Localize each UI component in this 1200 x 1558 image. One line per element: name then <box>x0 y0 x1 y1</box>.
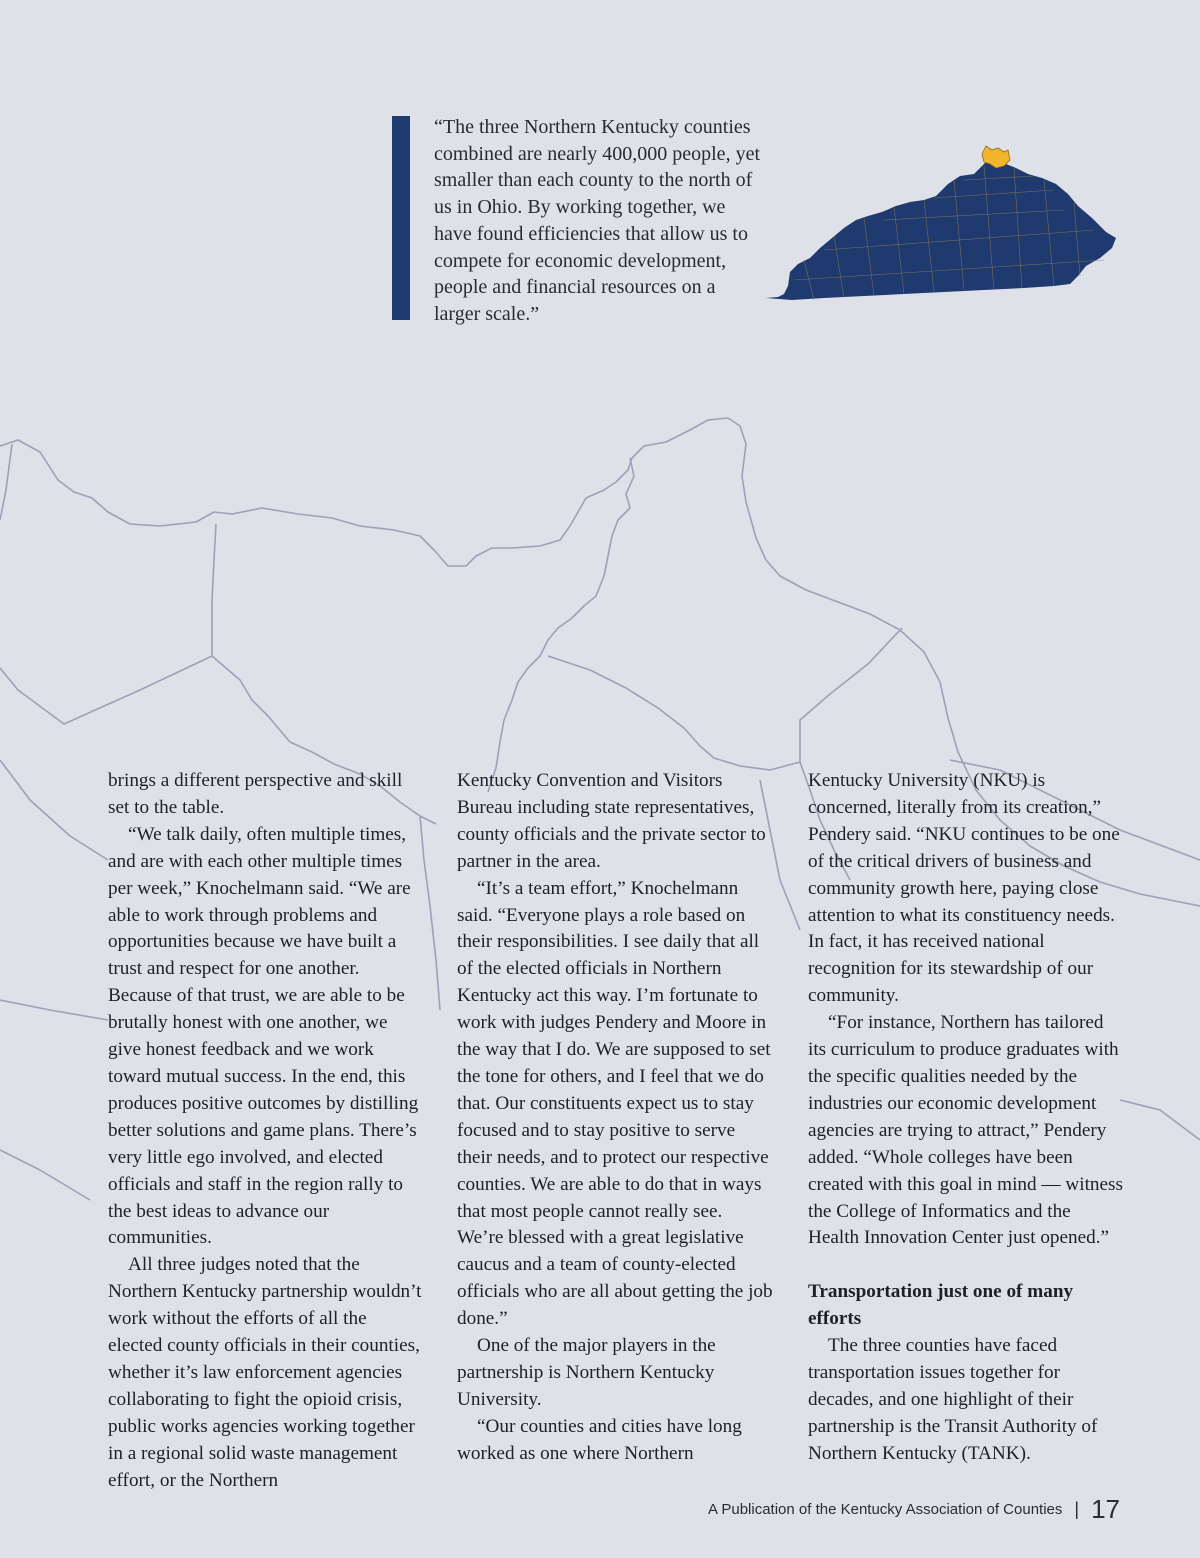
page-footer <box>708 1494 1120 1525</box>
body-paragraph: “Our counties and cities have long worked as one where Northern <box>457 1415 742 1464</box>
body-paragraph: “For instance, Northern has tailored its curriculum to produce graduates with the specific qualities needed by the industries our economic development agencies are trying to attract,” Pendery added. “Whole colleges have been created with this goal in mind — witness the College of Informatics and the Health Innovation Center just opened.” <box>808 1012 1123 1249</box>
body-paragraph: “We talk daily, often multiple times, and are with each other multiple times per week,” Knochelmann said. “We are able to work through problems and opportunities because we have built a trust and respect for one another. Because of that trust, we are able to be brutally honest with one another, we give honest feedback and we work toward mutual success. In the end, this produces positive outcomes by distilling better solutions and game plans. There’s very little ego involved, and elected officials and staff in the region rally to the best ideas to advance our communities. <box>108 823 419 1249</box>
body-paragraph: Kentucky University (NKU) is concerned, literally from its creation,” Pendery said. “NKU continues to be one of the critical drivers of business and community growth here, paying close attention to what its constituency needs. In fact, it has received national recognition for its stewardship of our community. <box>808 770 1120 1007</box>
kentucky-map <box>764 140 1124 310</box>
paragraph-spacer <box>808 1252 1124 1279</box>
body-paragraph: One of the major players in the partnership is Northern Kentucky University. <box>457 1335 716 1410</box>
pull-quote-bar <box>392 116 410 320</box>
page-number: 17 <box>1091 1494 1120 1524</box>
body-paragraph: Kentucky Convention and Visitors Bureau including state representatives, county officials and the private sector to partner in the area. <box>457 770 766 872</box>
body-paragraph: The three counties have faced transportation issues together for decades, and one highlight of their partnership is the Transit Authority of Northern Kentucky (TANK). <box>808 1335 1098 1464</box>
body-paragraph: “It’s a team effort,” Knochelmann said. “Everyone plays a role based on their responsibilities. I see daily that all of the elected officials in Northern Kentucky act this way. I’m fortunate to work with judges Pendery and Moore in the way that I do. We are supposed to set the tone for others, and I feel that we do that. Our constituents expect us to stay focused and to stay positive to serve their needs, and to protect our respective counties. We are able to do that in ways that most people cannot really see. We’re blessed with a great legislative caucus and a team of county-elected officials who are all about getting the job done.” <box>457 877 773 1330</box>
section-heading: Transportation just one of many efforts <box>808 1281 1074 1330</box>
text-column-2 <box>457 768 773 1468</box>
body-paragraph: All three judges noted that the Northern Kentucky partnership wouldn’t work without the efforts of all the elected county officials in their counties, whether it’s law enforcement agencies collaborating to fight the opioid crisis, public works agencies working together in a regional solid waste management effort, or the Northern <box>108 1254 422 1491</box>
body-paragraph: brings a different perspective and skill set to the table. <box>108 770 403 818</box>
pull-quote-text: “The three Northern Kentucky counties combined are nearly 400,000 people, yet smaller than each county to the north of us in Ohio. By working together, we have found efficiencies that allow us to compete for economic development, people and financial resources on a larger scale.” <box>434 116 760 325</box>
text-column-3 <box>808 768 1124 1468</box>
footer-separator: | <box>1074 1499 1080 1519</box>
publication-name: A Publication of the Kentucky Association of Counties <box>708 1501 1063 1518</box>
pull-quote <box>434 114 764 328</box>
text-column-1 <box>108 768 424 1494</box>
